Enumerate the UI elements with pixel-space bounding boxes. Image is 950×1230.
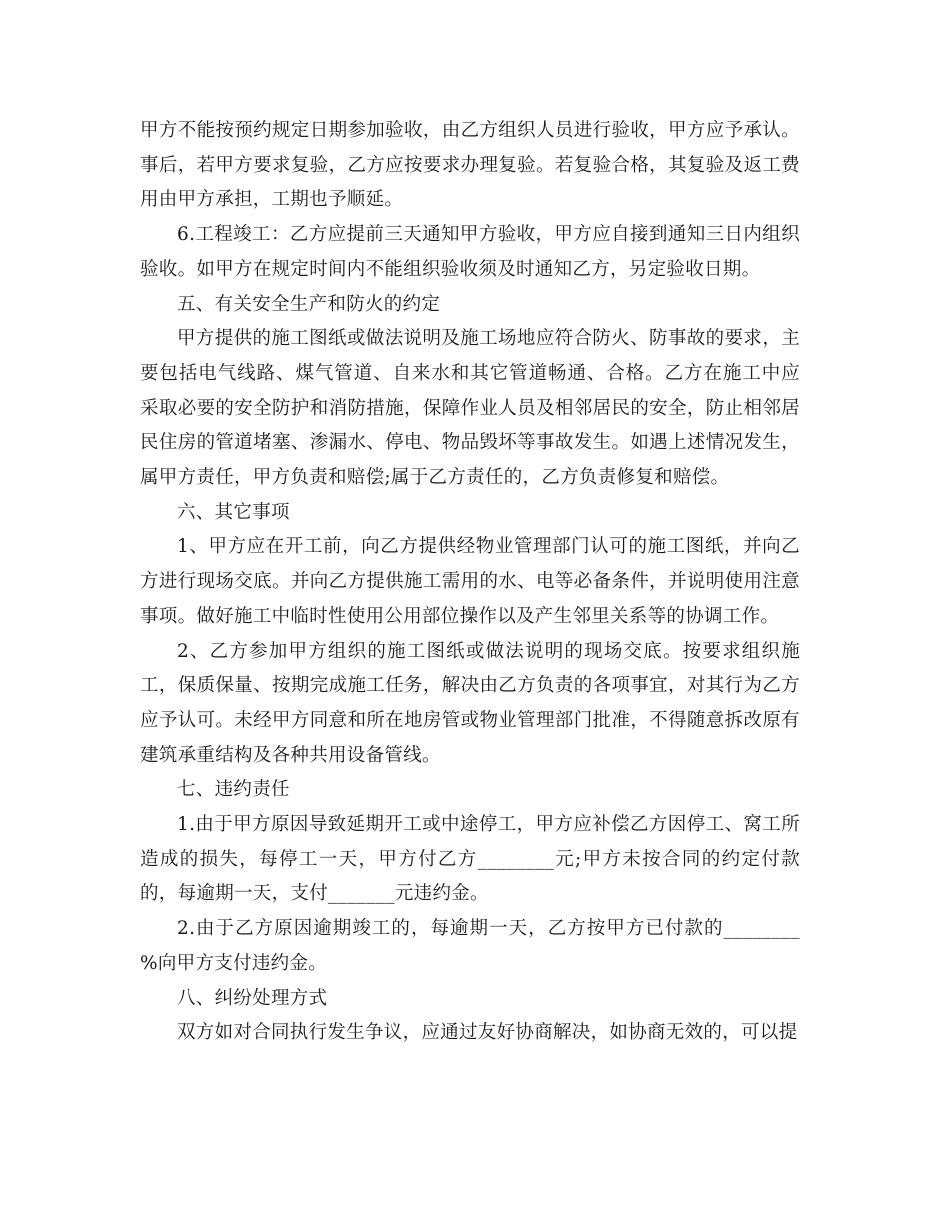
paragraph-acceptance-continued: 甲方不能按预约规定日期参加验收，由乙方组织人员进行验收，甲方应予承认。事后，若甲方要求复验，乙方应按要求办理复验。若复验合格，其复验及返工费用由甲方承担，工期也予顺延。	[140, 120, 800, 211]
paragraph-other-1: 1、甲方应在开工前，向乙方提供经物业管理部门认可的施工图纸，并向乙方进行现场交底。并向乙方提供施工需用的水、电等必备条件，并说明使用注意事项。做好施工中临时性使用公用部位操作以及产生邻里关系等的协调工作。	[140, 536, 800, 627]
paragraph-dispute: 双方如对合同执行发生争议，应通过友好协商解决，如协商无效的，可以提	[177, 1022, 798, 1044]
document-body	[140, 114, 800, 1051]
paragraph-safety: 甲方提供的施工图纸或做法说明及施工场地应符合防火、防事故的要求，主要包括电气线路、煤气管道、自来水和其它管道畅通、合格。乙方在施工中应 采取必要的安全防护和消防措施，保障作业人员及相邻居民的安全，防止相邻居民住房的管道堵塞、渗漏水、停电、物品毁坏等事故发生。如遇上述情况发生，属甲方责任，甲方负责和赔偿;属于乙方责任的，乙方负责修复和赔偿。	[140, 328, 800, 489]
section-heading-dispute: 八、纠纷处理方式	[177, 987, 328, 1009]
section-heading-other: 六、其它事项	[177, 501, 290, 523]
section-heading-safety: 五、有关安全生产和防火的约定	[177, 293, 441, 315]
paragraph-breach-2: 2.由于乙方原因逾期竣工的，每逾期一天，乙方按甲方已付款的________ %向甲方支付违约金。	[140, 918, 800, 974]
section-heading-breach: 七、违约责任	[177, 779, 290, 801]
paragraph-completion: 6.工程竣工：乙方应提前三天通知甲方验收，甲方应自接到通知三日内组织验收。如甲方在规定时间内不能组织验收须及时通知乙方，另定验收日期。	[140, 224, 800, 280]
paragraph-other-2: 2、乙方参加甲方组织的施工图纸或做法说明的现场交底。按要求组织施工，保质保量、按期完成施工任务，解决由乙方负责的各项事宜，对其行为乙方应予认可。未经甲方同意和所在地房管或物业管理部门批准，不得随意拆改原有建筑承重结构及各种共用设备管线。	[140, 640, 800, 766]
paragraph-breach-1: 1.由于甲方原因导致延期开工或中途停工，甲方应补偿乙方因停工、窝工所造成的损失，每停工一天，甲方付乙方________元;甲方未按合同的约定付款的，每逾期一天，支付_______元违约金。	[140, 814, 800, 905]
